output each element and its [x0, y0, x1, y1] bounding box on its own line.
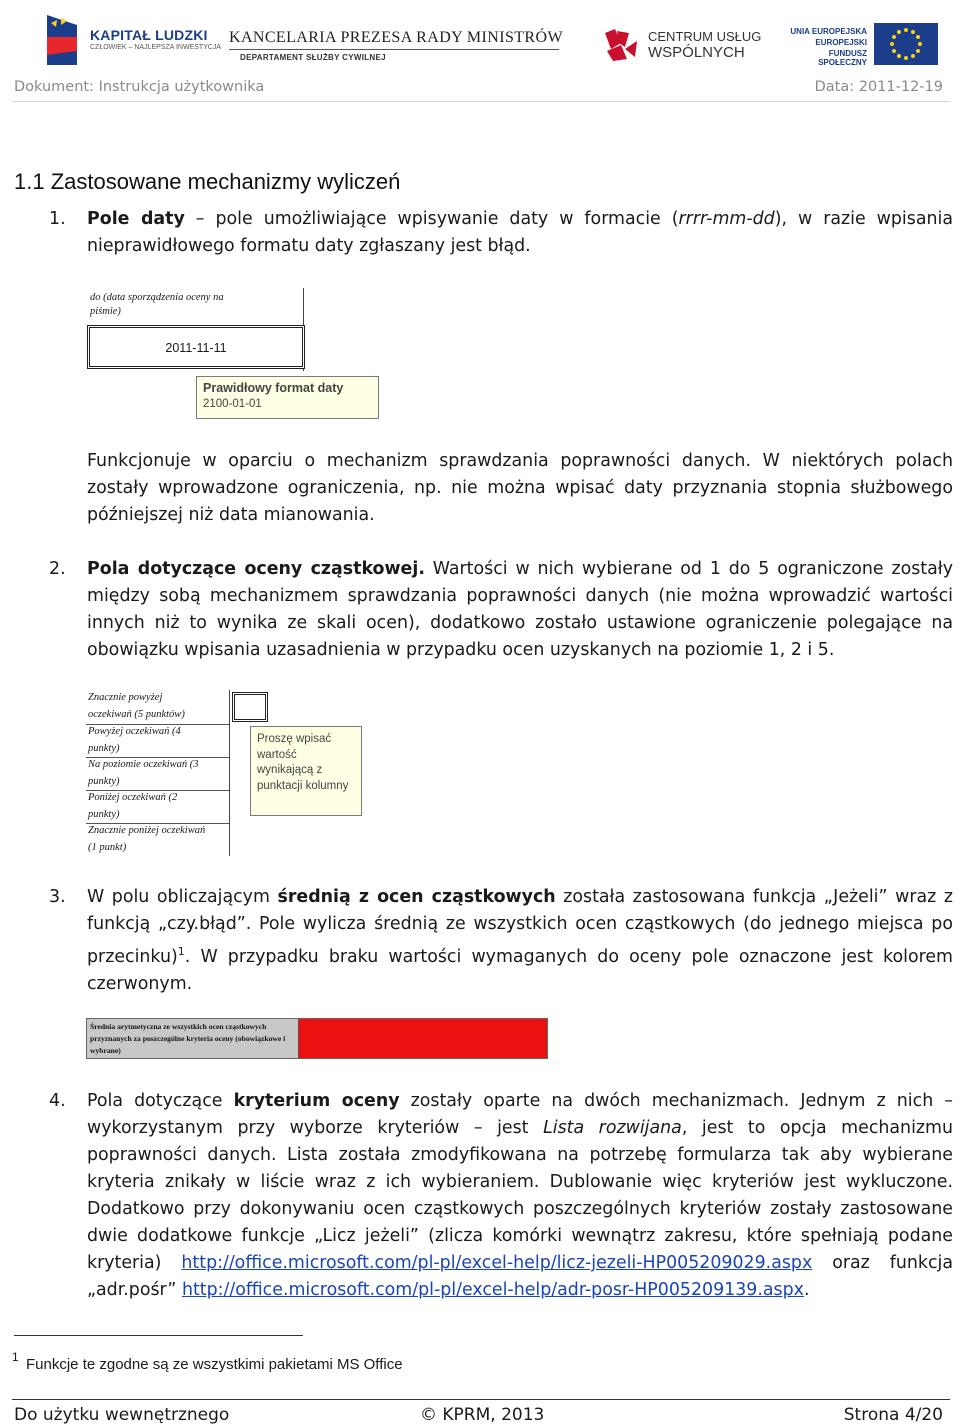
footer-divider: [12, 1399, 950, 1400]
rating-3-l2: punkty): [88, 775, 120, 787]
licz-jezeli-link[interactable]: http://office.microsoft.com/pl-pl/excel-help/licz-jezeli-HP005209029.aspx: [181, 1253, 813, 1273]
kprm-divider: [229, 49, 559, 50]
item1-after: [87, 448, 953, 529]
header-logos: [0, 0, 960, 74]
rating-option-3[interactable]: [88, 757, 199, 790]
item2-text: [87, 556, 953, 664]
rating-2-l2: punkty): [88, 808, 120, 820]
date-input-value: 2011-11-11: [165, 341, 227, 355]
item1-line1-text: – pole umożliwiające wpisywanie daty w formacie (: [184, 209, 679, 229]
kapital-ludzki-name: KAPITAŁ LUDZKI: [90, 27, 208, 43]
section-title: 1.1 Zastosowane mechanizmy wyliczeń: [14, 169, 401, 194]
rating-2-l1: Poniżej oczekiwań (2: [88, 792, 178, 803]
item1-line1: [87, 206, 953, 233]
item4-line3: poprawności danych. Lista została zmodyfikowana na potrzebę formularza tak aby wybierane: [87, 1145, 953, 1165]
item3-bold: średnią z ocen cząstkowych: [277, 887, 556, 907]
eu-flag-icon: [874, 23, 938, 65]
rating-option-1[interactable]: [88, 823, 205, 856]
rating-5-l1: Znacznie powyżej: [88, 692, 163, 703]
cuw-name-line2: WSPÓLNYCH: [648, 44, 745, 61]
item4-l7-b: oraz funkcja: [812, 1253, 954, 1273]
item4-l2-a: wykorzystanym przy wyborze kryteriów – jest: [87, 1118, 544, 1138]
rating-5-l2: oczekiwań (5 punktów): [88, 708, 185, 720]
average-score-label: Średnia arytmetyczna ze wszystkich ocen cząstkowych przyznanych za poszczególne kryteria oceny (obowiązkowe i wybrane): [87, 1019, 298, 1058]
footer-classification: Do użytku wewnętrznego: [14, 1405, 230, 1425]
footer-copyright: © KPRM, 2013: [420, 1405, 545, 1425]
footnote-text: Funkcje te zgodne są ze wszystkimi pakietami MS Office: [26, 1356, 403, 1373]
item2-number: 2.: [49, 559, 66, 579]
date-field-label-line1: do (data sporządzenia oceny na: [90, 292, 224, 303]
item4-l8-a: „adr.pośr”: [87, 1280, 182, 1300]
rating-scale-figure: [86, 690, 349, 856]
item3-l1-b: została zastosowana funkcja „Jeżeli” wraz z: [555, 887, 953, 907]
footnote-mark: 1: [12, 1350, 19, 1364]
item4-text: [87, 1088, 953, 1304]
document-name: Dokument: Instrukcja użytkownika: [14, 79, 265, 95]
date-field-label: [90, 291, 224, 319]
adr-posr-link[interactable]: http://office.microsoft.com/pl-pl/excel-help/adr-posr-HP005209139.aspx: [181, 1280, 804, 1300]
date-tooltip-title: Prawidłowy format daty: [203, 381, 344, 395]
date-field-label-line2: piśmie): [90, 306, 121, 317]
item4-l2-b: , jest to opcja mechanizmu: [681, 1118, 953, 1138]
item1-after-line1: Funkcjonuje w oparciu o mechanizm sprawdzania poprawności danych. W niektórych polach: [87, 451, 953, 471]
rating-1-l2: (1 punkt): [88, 841, 127, 853]
rating-option-4[interactable]: [88, 724, 181, 757]
item4-line6: dwie dodatkowe funkcje „Licz jeżeli” (zlicza komórki wewnątrz zakresu, które spełniają podane: [87, 1226, 953, 1246]
item1-text: [87, 206, 953, 260]
item1-number: 1.: [49, 209, 66, 229]
item3-line4: czerwonym.: [87, 973, 193, 994]
average-score-cell[interactable]: [298, 1019, 547, 1058]
cuw-logo-icon: [603, 27, 639, 63]
rating-option-2[interactable]: [88, 790, 177, 823]
item1-after-line2: zostały wprowadzone ograniczenia, np. nie można wpisać daty przyznania stopnia służbowego: [87, 478, 953, 498]
rating-option-5[interactable]: [88, 690, 185, 723]
item4-l1-b: zostały oparte na dwóch mechanizmach. Jednym z nich –: [399, 1091, 953, 1111]
item4-line5: Dodatkowo przy dokonywaniu ocen cząstkowych poszczególnych kryteriów zostały zastosowane: [87, 1199, 953, 1219]
item1-line1-italic: rrrr-mm-dd: [678, 209, 775, 229]
item3-line3: [87, 938, 953, 971]
kprm-department: DEPARTAMENT SŁUŻBY CYWILNEJ: [240, 53, 386, 62]
item3-l3-b: . W przypadku braku wartości wymaganych do oceny pole oznaczone jest kolorem: [184, 946, 953, 967]
item4-number: 4.: [49, 1091, 66, 1111]
ue-name-line2: EUROPEJSKI: [815, 38, 867, 47]
item3-l1-a: W polu obliczającym: [87, 887, 278, 907]
item4-bold: kryterium oceny: [233, 1091, 400, 1111]
footnote-divider: [14, 1335, 303, 1336]
item1-line1-text2: ), w razie wpisania: [774, 209, 953, 229]
item3-line2: funkcją „czy.błąd”. Pole wylicza średnią ze wszystkich ocen cząstkowych (do jednego miejsca po: [87, 914, 953, 934]
item2-line4: obowiązku wpisania uzasadnienia w przypadku ocen uzyskanych na poziomie 1, 2 i 5.: [87, 640, 835, 660]
item4-l8-b: .: [803, 1280, 810, 1300]
date-tooltip-value: 2100-01-01: [203, 398, 262, 410]
item1-bold: Pole daty: [87, 209, 185, 229]
item2-line1: [87, 556, 953, 583]
item1-line2: nieprawidłowego formatu daty zgłaszany jest błąd.: [87, 236, 531, 256]
rating-input-cell[interactable]: [232, 692, 268, 722]
rating-3-l1: Na poziomie oczekiwań (3: [88, 759, 199, 770]
item4-l1-a: Pola dotyczące: [87, 1091, 234, 1111]
header-divider: [12, 101, 950, 102]
ue-name-line1: UNIA EUROPEJSKA: [790, 27, 867, 36]
item2-line3: innych niż to wynika ze skali ocen), dodatkowo zostało ustawione ograniczenie polegające na: [87, 613, 953, 633]
item2-bold: Pola dotyczące oceny cząstkowej.: [87, 559, 425, 579]
date-format-tooltip: [196, 376, 379, 419]
item4-l7-a: kryteria): [87, 1253, 182, 1273]
item4-line7: [87, 1250, 953, 1277]
kprm-name: KANCELARIA PREZESA RADY MINISTRÓW: [229, 29, 563, 46]
rating-1-l1: Znacznie poniżej oczekiwań: [88, 825, 206, 836]
rating-tooltip: Proszę wpisać wartość wynikającą z punktacji kolumny: [250, 726, 362, 816]
ue-name-line3: FUNDUSZ SPOŁECZNY: [818, 49, 867, 67]
kapital-ludzki-tagline: CZŁOWIEK – NAJLEPSZA INWESTYCJA: [90, 44, 222, 51]
item4-line8: [87, 1277, 953, 1304]
rating-column-border: [229, 690, 230, 856]
item4-line1: [87, 1088, 953, 1115]
item2-line1-rest: Wartości w nich wybierane od 1 do 5 ograniczone zostały: [424, 559, 953, 579]
item2-line2: między sobą mechanizmem sprawdzania poprawności danych (nie można wprowadzić wartości: [87, 586, 953, 606]
item3-number: 3.: [49, 887, 66, 907]
footnote-ref[interactable]: 1: [177, 945, 185, 958]
item4-line4: kryteria znikały w liście wraz z ich wybieraniem. Dublowanie więc kryteriów jest wykluczone.: [87, 1172, 953, 1192]
page-number: Strona 4/20: [843, 1405, 943, 1425]
average-score-figure: [86, 1018, 548, 1059]
cuw-name-line1: CENTRUM USŁUG: [648, 29, 762, 44]
item4-italic: Lista rozwijana: [543, 1118, 682, 1138]
item3-l3-a: przecinku): [87, 946, 178, 967]
rating-4-l2: punkty): [88, 742, 120, 754]
kapital-ludzki-logo-icon: [47, 15, 77, 65]
item3-line1: [87, 884, 953, 911]
date-input[interactable]: [87, 325, 305, 369]
item1-after-line3: późniejszej niż data mianowania.: [87, 505, 375, 525]
rating-4-l1: Powyżej oczekiwań (4: [88, 726, 181, 737]
document-date: Data: 2011-12-19: [814, 79, 943, 95]
item4-line2: [87, 1115, 953, 1142]
item3-text: [87, 884, 953, 998]
